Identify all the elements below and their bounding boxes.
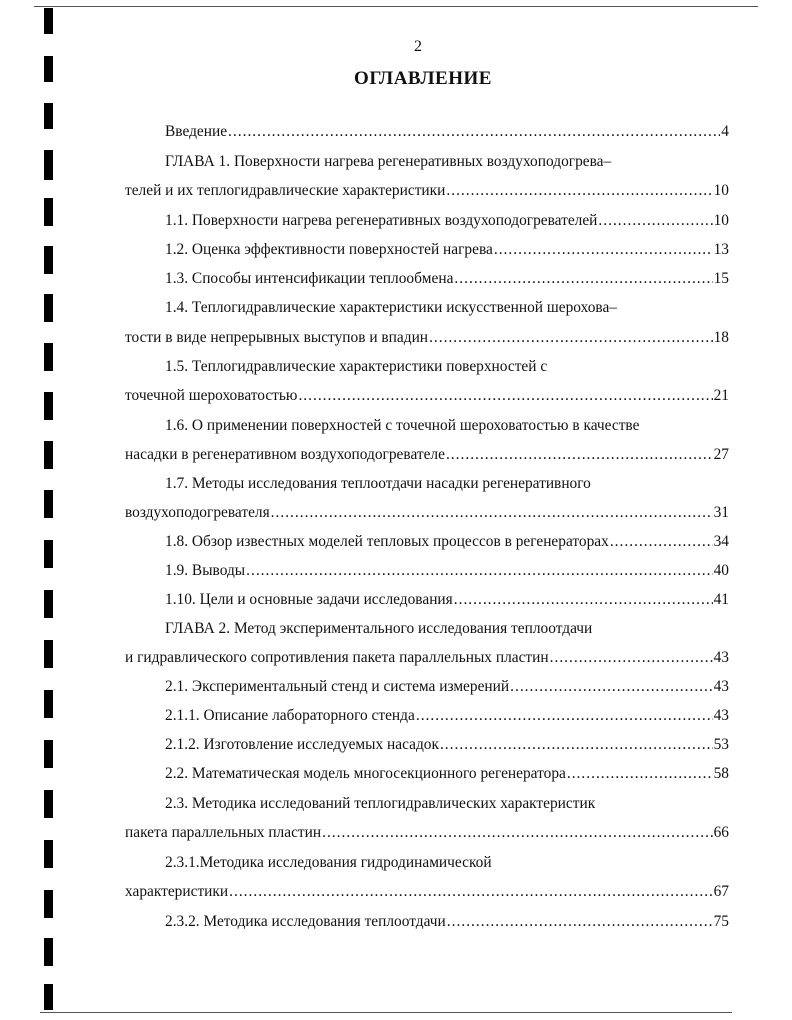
toc-page-number: 4 — [721, 123, 729, 140]
toc-page-number: 13 — [713, 241, 729, 258]
toc-page-number: 53 — [713, 736, 729, 753]
toc-entry: телей и их теплогидравлические характеристики ..... 10 — [125, 180, 729, 202]
toc-page-number: 27 — [713, 446, 729, 463]
binding-mark — [44, 984, 53, 1010]
toc-page-number: 41 — [713, 591, 729, 608]
toc-entry: ГЛАВА 1. Поверхности нагрева регенеративных воздухоподогрева– — [165, 153, 612, 170]
binding-mark — [44, 294, 53, 322]
binding-mark — [44, 690, 53, 718]
toc-page-number: 43 — [713, 649, 729, 666]
toc-entry: 1.3. Способы интенсификации теплообмена ..... 15 — [165, 268, 729, 290]
toc-page-number: 67 — [713, 883, 729, 900]
scan-bottom-border — [40, 1012, 732, 1013]
toc-entry: 2.3.2. Методика исследования теплоотдачи ..... 75 — [165, 911, 729, 933]
toc-entry: воздухоподогревателя ..... 31 — [125, 502, 729, 524]
toc-entry: ГЛАВА 2. Метод экспериментального исследования теплоотдачи — [165, 620, 593, 637]
binding-mark — [44, 441, 53, 469]
toc-page-number: 43 — [713, 678, 729, 695]
binding-mark — [44, 840, 53, 868]
toc-entry: 1.10. Цели и основные задачи исследования ..... 41 — [165, 589, 729, 611]
toc-entry: 2.1.1. Описание лабораторного стенда ..... 43 — [165, 705, 729, 727]
scan-top-border — [34, 6, 758, 7]
toc-page-number: 31 — [713, 504, 729, 521]
toc-page-number: 18 — [713, 329, 729, 346]
binding-mark — [44, 740, 53, 768]
toc-entry: 2.2. Математическая модель многосекционного регенератора ..... 58 — [165, 763, 729, 785]
toc-entry: 1.9. Выводы ..... 40 — [165, 560, 729, 582]
toc-entry: 1.4. Теплогидравлические характеристики искусственной шерохова– — [165, 299, 617, 316]
toc-entry: точечной шероховатостью ..... 21 — [125, 385, 729, 407]
binding-mark — [44, 343, 53, 371]
toc-entry: 2.3. Методика исследований теплогидравлических характеристик — [165, 795, 596, 812]
binding-mark — [44, 198, 53, 226]
toc-entry: насадки в регенеративном воздухоподогревателе ..... 27 — [125, 444, 729, 466]
toc-entry: 2.3.1.Методика исследования гидродинамической — [165, 854, 492, 871]
page-number: 2 — [414, 38, 422, 55]
binding-mark — [44, 392, 53, 420]
toc-page-number: 58 — [713, 765, 729, 782]
toc-page-number: 21 — [713, 387, 729, 404]
binding-mark — [44, 938, 53, 966]
toc-entry: пакета параллельных пластин ..... 66 — [125, 822, 729, 844]
binding-mark — [44, 890, 53, 918]
toc-page-number: 10 — [713, 212, 729, 229]
toc-entry: тости в виде непрерывных выступов и впадин ..... 18 — [125, 327, 729, 349]
toc-entry: 2.1. Экспериментальный стенд и система измерений ..... 43 — [165, 676, 729, 698]
binding-mark — [44, 640, 53, 668]
binding-mark — [44, 490, 53, 518]
toc-entry: 1.2. Оценка эффективности поверхностей нагрева ..... 13 — [165, 239, 729, 261]
toc-entry: 1.6. О применении поверхностей с точечной шероховатостью в качестве — [165, 417, 640, 434]
binding-mark — [44, 150, 53, 180]
toc-entry: 1.1. Поверхности нагрева регенеративных воздухоподогревателей ..... 10 — [165, 210, 729, 232]
toc-entry: Введение ..... 4 — [165, 121, 729, 143]
binding-mark — [44, 590, 53, 618]
toc-page-number: 43 — [713, 707, 729, 724]
toc-page-number: 40 — [713, 562, 729, 579]
toc-page-number: 75 — [713, 913, 729, 930]
toc-page-number: 10 — [713, 182, 729, 199]
page-title: ОГЛАВЛЕНИЕ — [354, 68, 492, 89]
toc-page-number: 34 — [713, 533, 729, 550]
toc-page-number: 66 — [713, 824, 729, 841]
binding-mark — [44, 103, 53, 129]
toc-entry: 2.1.2. Изготовление исследуемых насадок ..... 53 — [165, 734, 729, 756]
toc-entry: 1.5. Теплогидравлические характеристики поверхностей с — [165, 358, 548, 375]
binding-mark — [44, 540, 53, 568]
binding-mark — [44, 8, 53, 34]
toc-entry: и гидравлического сопротивления пакета параллельных пластин ..... 43 — [125, 647, 729, 669]
toc-entry: характеристики ..... 67 — [125, 881, 729, 903]
binding-mark — [44, 790, 53, 818]
binding-mark — [44, 246, 53, 274]
toc-entry: 1.8. Обзор известных моделей тепловых процессов в регенераторах ..... 34 — [165, 531, 729, 553]
toc-entry: 1.7. Методы исследования теплоотдачи насадки регенеративного — [165, 475, 591, 492]
toc-page-number: 15 — [713, 270, 729, 287]
